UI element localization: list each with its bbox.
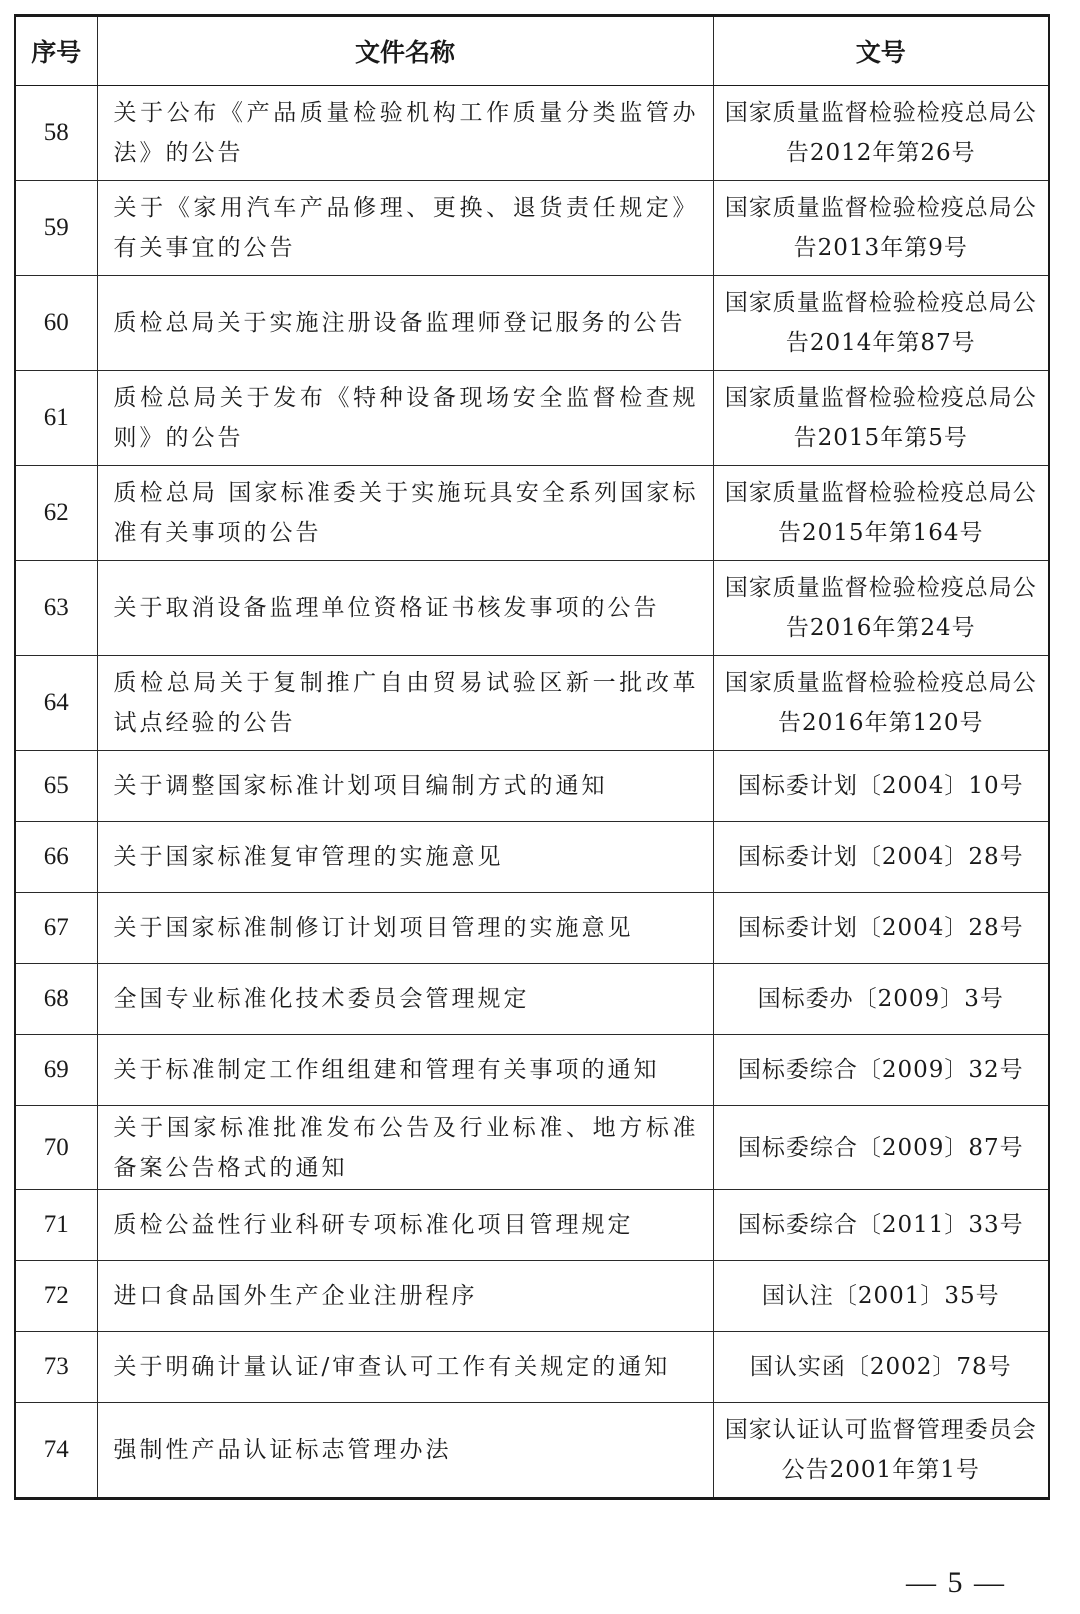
row-name: 关于明确计量认证/审查认可工作有关规定的通知 (97, 1332, 713, 1403)
row-name: 关于公布《产品质量检验机构工作质量分类监管办法》的公告 (97, 86, 713, 181)
row-name: 关于《家用汽车产品修理、更换、退货责任规定》有关事宜的公告 (97, 181, 713, 276)
row-seq: 67 (15, 893, 97, 964)
row-doc-no: 国标委办〔2009〕3号 (713, 964, 1049, 1035)
row-name: 质检公益性行业科研专项标准化项目管理规定 (97, 1190, 713, 1261)
row-doc-no: 国家认证认可监督管理委员会公告2001年第1号 (713, 1403, 1049, 1499)
row-seq: 68 (15, 964, 97, 1035)
row-doc-no: 国标委综合〔2009〕87号 (713, 1106, 1049, 1190)
table-row (15, 656, 1049, 751)
table-row (15, 1190, 1049, 1261)
table-row (15, 276, 1049, 371)
row-name: 关于标准制定工作组组建和管理有关事项的通知 (97, 1035, 713, 1106)
table-row (15, 1106, 1049, 1190)
row-name: 关于国家标准复审管理的实施意见 (97, 822, 713, 893)
row-name: 全国专业标准化技术委员会管理规定 (97, 964, 713, 1035)
row-seq: 71 (15, 1190, 97, 1261)
table-row (15, 1403, 1049, 1499)
table-row (15, 86, 1049, 181)
table-row (15, 561, 1049, 656)
row-name: 关于调整国家标准计划项目编制方式的通知 (97, 751, 713, 822)
table-row (15, 1261, 1049, 1332)
row-doc-no: 国家质量监督检验检疫总局公告2014年第87号 (713, 276, 1049, 371)
row-doc-no: 国标委综合〔2011〕33号 (713, 1190, 1049, 1261)
row-seq: 58 (15, 86, 97, 181)
table-row (15, 466, 1049, 561)
row-name: 质检总局关于实施注册设备监理师登记服务的公告 (97, 276, 713, 371)
row-seq: 62 (15, 466, 97, 561)
row-doc-no: 国家质量监督检验检疫总局公告2013年第9号 (713, 181, 1049, 276)
row-name: 质检总局关于发布《特种设备现场安全监督检查规则》的公告 (97, 371, 713, 466)
row-seq: 73 (15, 1332, 97, 1403)
row-name: 进口食品国外生产企业注册程序 (97, 1261, 713, 1332)
row-doc-no: 国家质量监督检验检疫总局公告2016年第24号 (713, 561, 1049, 656)
header-seq: 序号 (15, 16, 97, 86)
table-row (15, 371, 1049, 466)
row-seq: 70 (15, 1106, 97, 1190)
header-name: 文件名称 (97, 16, 713, 86)
row-seq: 69 (15, 1035, 97, 1106)
row-doc-no: 国家质量监督检验检疫总局公告2012年第26号 (713, 86, 1049, 181)
row-name: 质检总局关于复制推广自由贸易试验区新一批改革试点经验的公告 (97, 656, 713, 751)
row-doc-no: 国认注〔2001〕35号 (713, 1261, 1049, 1332)
row-name: 强制性产品认证标志管理办法 (97, 1403, 713, 1499)
table-row (15, 1332, 1049, 1403)
row-doc-no: 国标委计划〔2004〕28号 (713, 893, 1049, 964)
table-row (15, 822, 1049, 893)
page-number: — 5 — (906, 1566, 1006, 1599)
row-doc-no: 国标委综合〔2009〕32号 (713, 1035, 1049, 1106)
table-header-row (15, 16, 1049, 86)
row-name: 关于取消设备监理单位资格证书核发事项的公告 (97, 561, 713, 656)
row-doc-no: 国标委计划〔2004〕28号 (713, 822, 1049, 893)
header-doc-no: 文号 (713, 16, 1049, 86)
row-seq: 60 (15, 276, 97, 371)
row-seq: 59 (15, 181, 97, 276)
row-seq: 61 (15, 371, 97, 466)
row-seq: 74 (15, 1403, 97, 1499)
row-seq: 63 (15, 561, 97, 656)
table-row (15, 1035, 1049, 1106)
row-seq: 72 (15, 1261, 97, 1332)
row-doc-no: 国家质量监督检验检疫总局公告2015年第164号 (713, 466, 1049, 561)
row-doc-no: 国家质量监督检验检疫总局公告2015年第5号 (713, 371, 1049, 466)
row-name: 质检总局 国家标准委关于实施玩具安全系列国家标准有关事项的公告 (97, 466, 713, 561)
row-seq: 64 (15, 656, 97, 751)
row-doc-no: 国家质量监督检验检疫总局公告2016年第120号 (713, 656, 1049, 751)
row-doc-no: 国标委计划〔2004〕10号 (713, 751, 1049, 822)
row-doc-no: 国认实函〔2002〕78号 (713, 1332, 1049, 1403)
table-row (15, 181, 1049, 276)
table-row (15, 964, 1049, 1035)
row-name: 关于国家标准制修订计划项目管理的实施意见 (97, 893, 713, 964)
row-seq: 66 (15, 822, 97, 893)
table-row (15, 893, 1049, 964)
document-table (14, 14, 1050, 1500)
row-seq: 65 (15, 751, 97, 822)
table-row (15, 751, 1049, 822)
row-name: 关于国家标准批准发布公告及行业标准、地方标准备案公告格式的通知 (97, 1106, 713, 1190)
